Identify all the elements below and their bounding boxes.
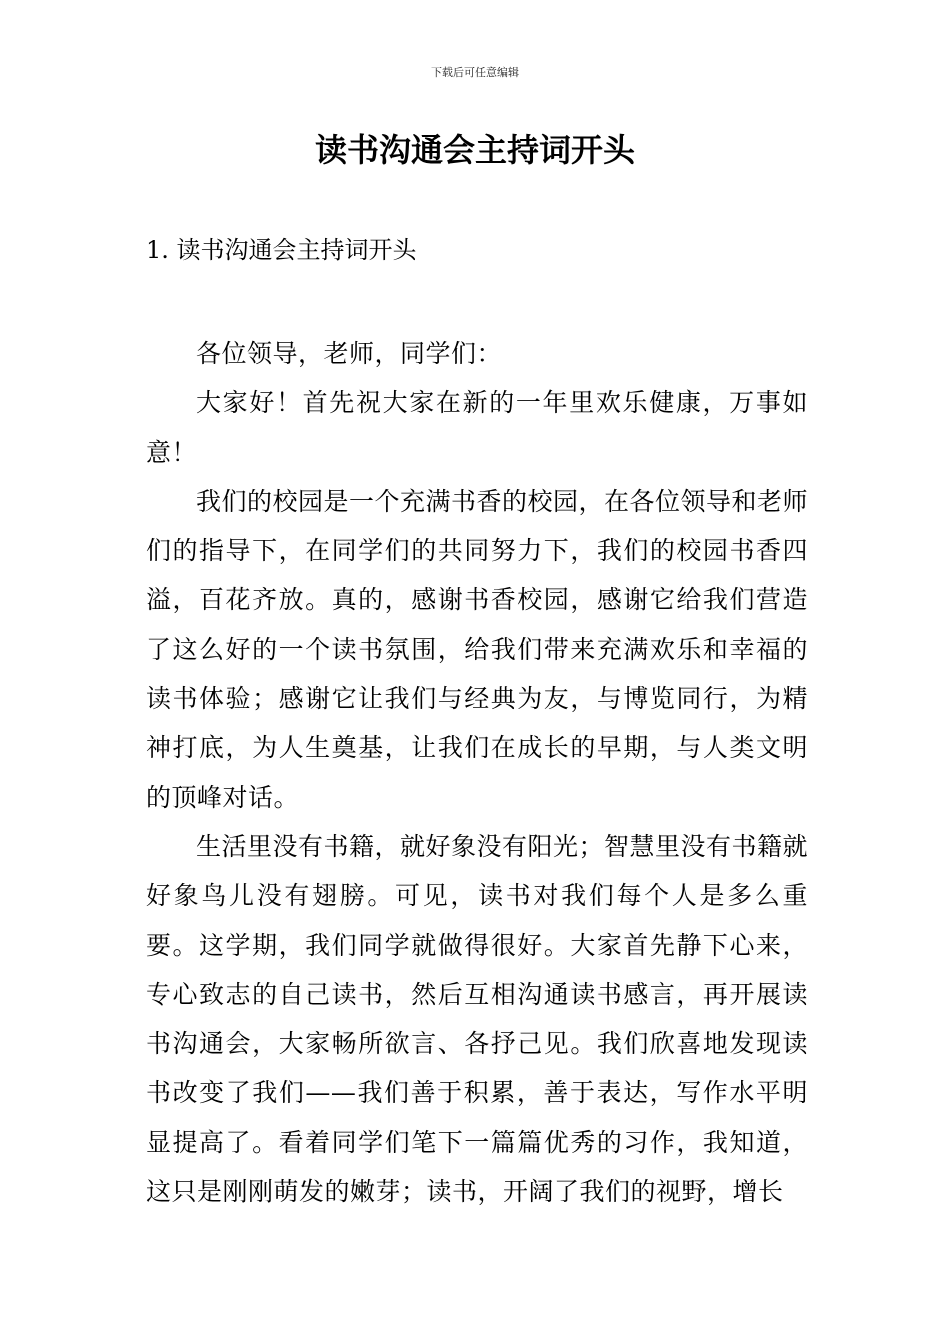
header-note: 下载后可任意编辑: [431, 66, 519, 79]
paragraph-books: 生活里没有书籍，就好象没有阳光；智慧里没有书籍就好象鸟儿没有翅膀。可见，读书对我们每个人是多么重要。这学期，我们同学就做得很好。大家首先静下心来，专心致志的自己读书，然后互相沟通读书感言，再开展读书沟通会，大家畅所欲言、各抒己见。我们欣喜地发现读书改变了我们——我们善于积累，善于表达，写作水平明显提高了。看着同学们笔下一篇篇优秀的习作，我知道，这只是刚刚萌发的嫩芽；读书，开阔了我们的视野，增长: [146, 831, 809, 1207]
section-heading: 1. 读书沟通会主持词开头: [146, 236, 417, 264]
paragraph-wishes: 大家好！首先祝大家在新的一年里欢乐健康，万事如意！: [146, 388, 808, 467]
paragraph-greeting: 各位领导，老师，同学们：: [196, 339, 503, 368]
paragraph-campus: 我们的校园是一个充满书香的校园，在各位领导和老师们的指导下，在同学们的共同努力下，我们的校园书香四溢，百花齐放。真的，感谢书香校园，感谢它给我们营造了这么好的一个读书氛围，给我们带来充满欢乐和幸福的读书体验；感谢它让我们与经典为友，与博览同行，为精神打底，为人生奠基，让我们在成长的早期，与人类文明的顶峰对话。: [146, 486, 809, 812]
document-title: 读书沟通会主持词开头: [314, 131, 635, 169]
document-body: [146, 329, 808, 1216]
